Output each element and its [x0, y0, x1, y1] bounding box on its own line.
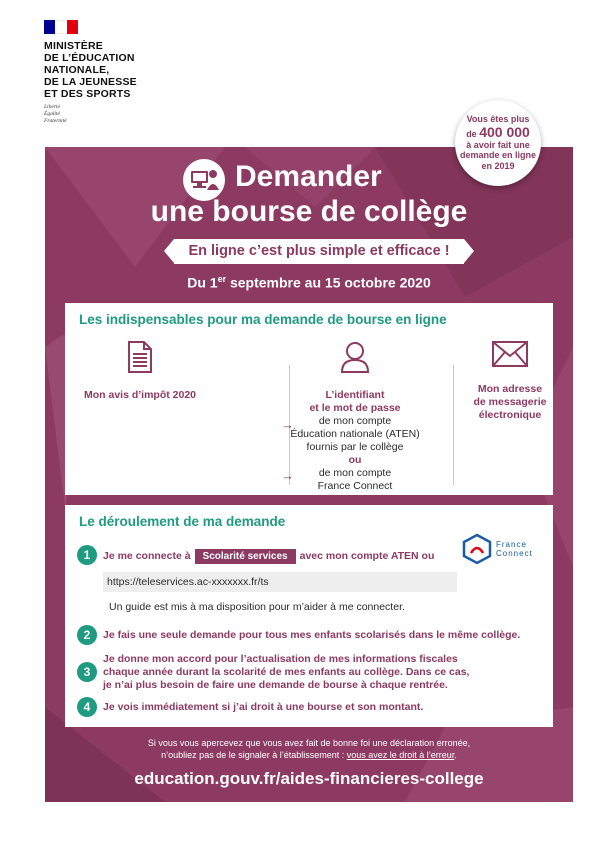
step-2: 2 Je fais une seule demande pour tous mes enfants scolarisés dans le même collège. — [77, 625, 520, 645]
process-heading: Le déroulement de ma demande — [79, 514, 286, 529]
step-1: 1 Je me connecte à Scolarité services avec mon compte ATEN ou — [77, 545, 434, 565]
french-flag-icon — [44, 20, 78, 34]
step-number: 3 — [77, 662, 97, 682]
republic-motto: Liberté Égalité Fraternité — [44, 104, 67, 124]
step-4: 4 Je vois immédiatement si j’ai droit à une bourse et son montant. — [77, 697, 423, 717]
document-icon — [127, 341, 153, 373]
process-box — [65, 505, 553, 727]
essentials-box — [65, 303, 553, 495]
subtitle-banner: En ligne c’est plus simple et efficace ! — [174, 239, 464, 264]
tax-notice-item — [75, 341, 205, 402]
stats-badge: Vous êtes plus de 400 000 à avoir fait une demande en ligne en 2019 — [455, 100, 541, 186]
email-item — [450, 341, 570, 422]
or-text: ou — [348, 454, 362, 466]
france-connect-icon — [462, 533, 492, 565]
essentials-heading: Les indispensables pour ma demande de bourse en ligne — [79, 312, 447, 327]
poster — [45, 147, 573, 802]
credentials-label: L’identifiant et le mot de passe — [309, 389, 401, 414]
tax-notice-label: Mon avis d’impôt 2020 — [83, 389, 197, 401]
step-3: 3 Je donne mon accord pour l’actualisation de mes informations fiscales chaque année durant la scolarité de mes enfants au collège. Dans ce cas, je n’ai plus besoin de faire une demande de bourse à chaque rentrée. — [77, 653, 469, 692]
title-line-2: une bourse de collège — [150, 195, 468, 228]
ministry-name: MINISTÈRE DE L’ÉDUCATION NATIONALE, DE LA JEUNESSE ET DES SPORTS — [44, 40, 137, 100]
ministry-logo — [44, 20, 184, 125]
france-connect-account-text: de mon compte France Connect — [317, 467, 393, 492]
website-link[interactable]: education.gouv.fr/aides-financieres-college — [134, 769, 484, 788]
arrow-right-icon: → — [281, 468, 294, 483]
aten-account-text: de mon compte Éducation nationale (ATEN) fournis par le collège — [290, 415, 420, 453]
france-connect-logo[interactable]: France Connect — [462, 533, 533, 565]
title-line-1: Demander — [235, 160, 382, 193]
arrow-right-icon: → — [281, 417, 294, 432]
step-number: 2 — [77, 625, 97, 645]
user-icon — [340, 341, 370, 373]
envelope-icon — [492, 341, 528, 367]
guide-text: Un guide est mis à ma disposition pour m’aider à me connecter. — [109, 601, 405, 613]
application-dates: Du 1er septembre au 15 octobre 2020 — [187, 274, 431, 291]
teleservices-url[interactable]: https://teleservices.ac-xxxxxxx.fr/ts — [103, 572, 457, 592]
footer-notice: Si vous vous apercevez que vous avez fait de bonne foi une déclaration erronée, n’oubliez pas de le signaler à l’établissement : vous avez le droit à l’erreur. — [147, 738, 471, 760]
right-to-error-link[interactable]: vous avez le droit à l’erreur — [346, 750, 455, 760]
step-number: 1 — [77, 545, 97, 565]
step-number: 4 — [77, 697, 97, 717]
scolarite-services-link[interactable]: Scolarité services — [195, 549, 296, 564]
email-label: Mon adresse de messagerie électronique — [473, 383, 547, 421]
